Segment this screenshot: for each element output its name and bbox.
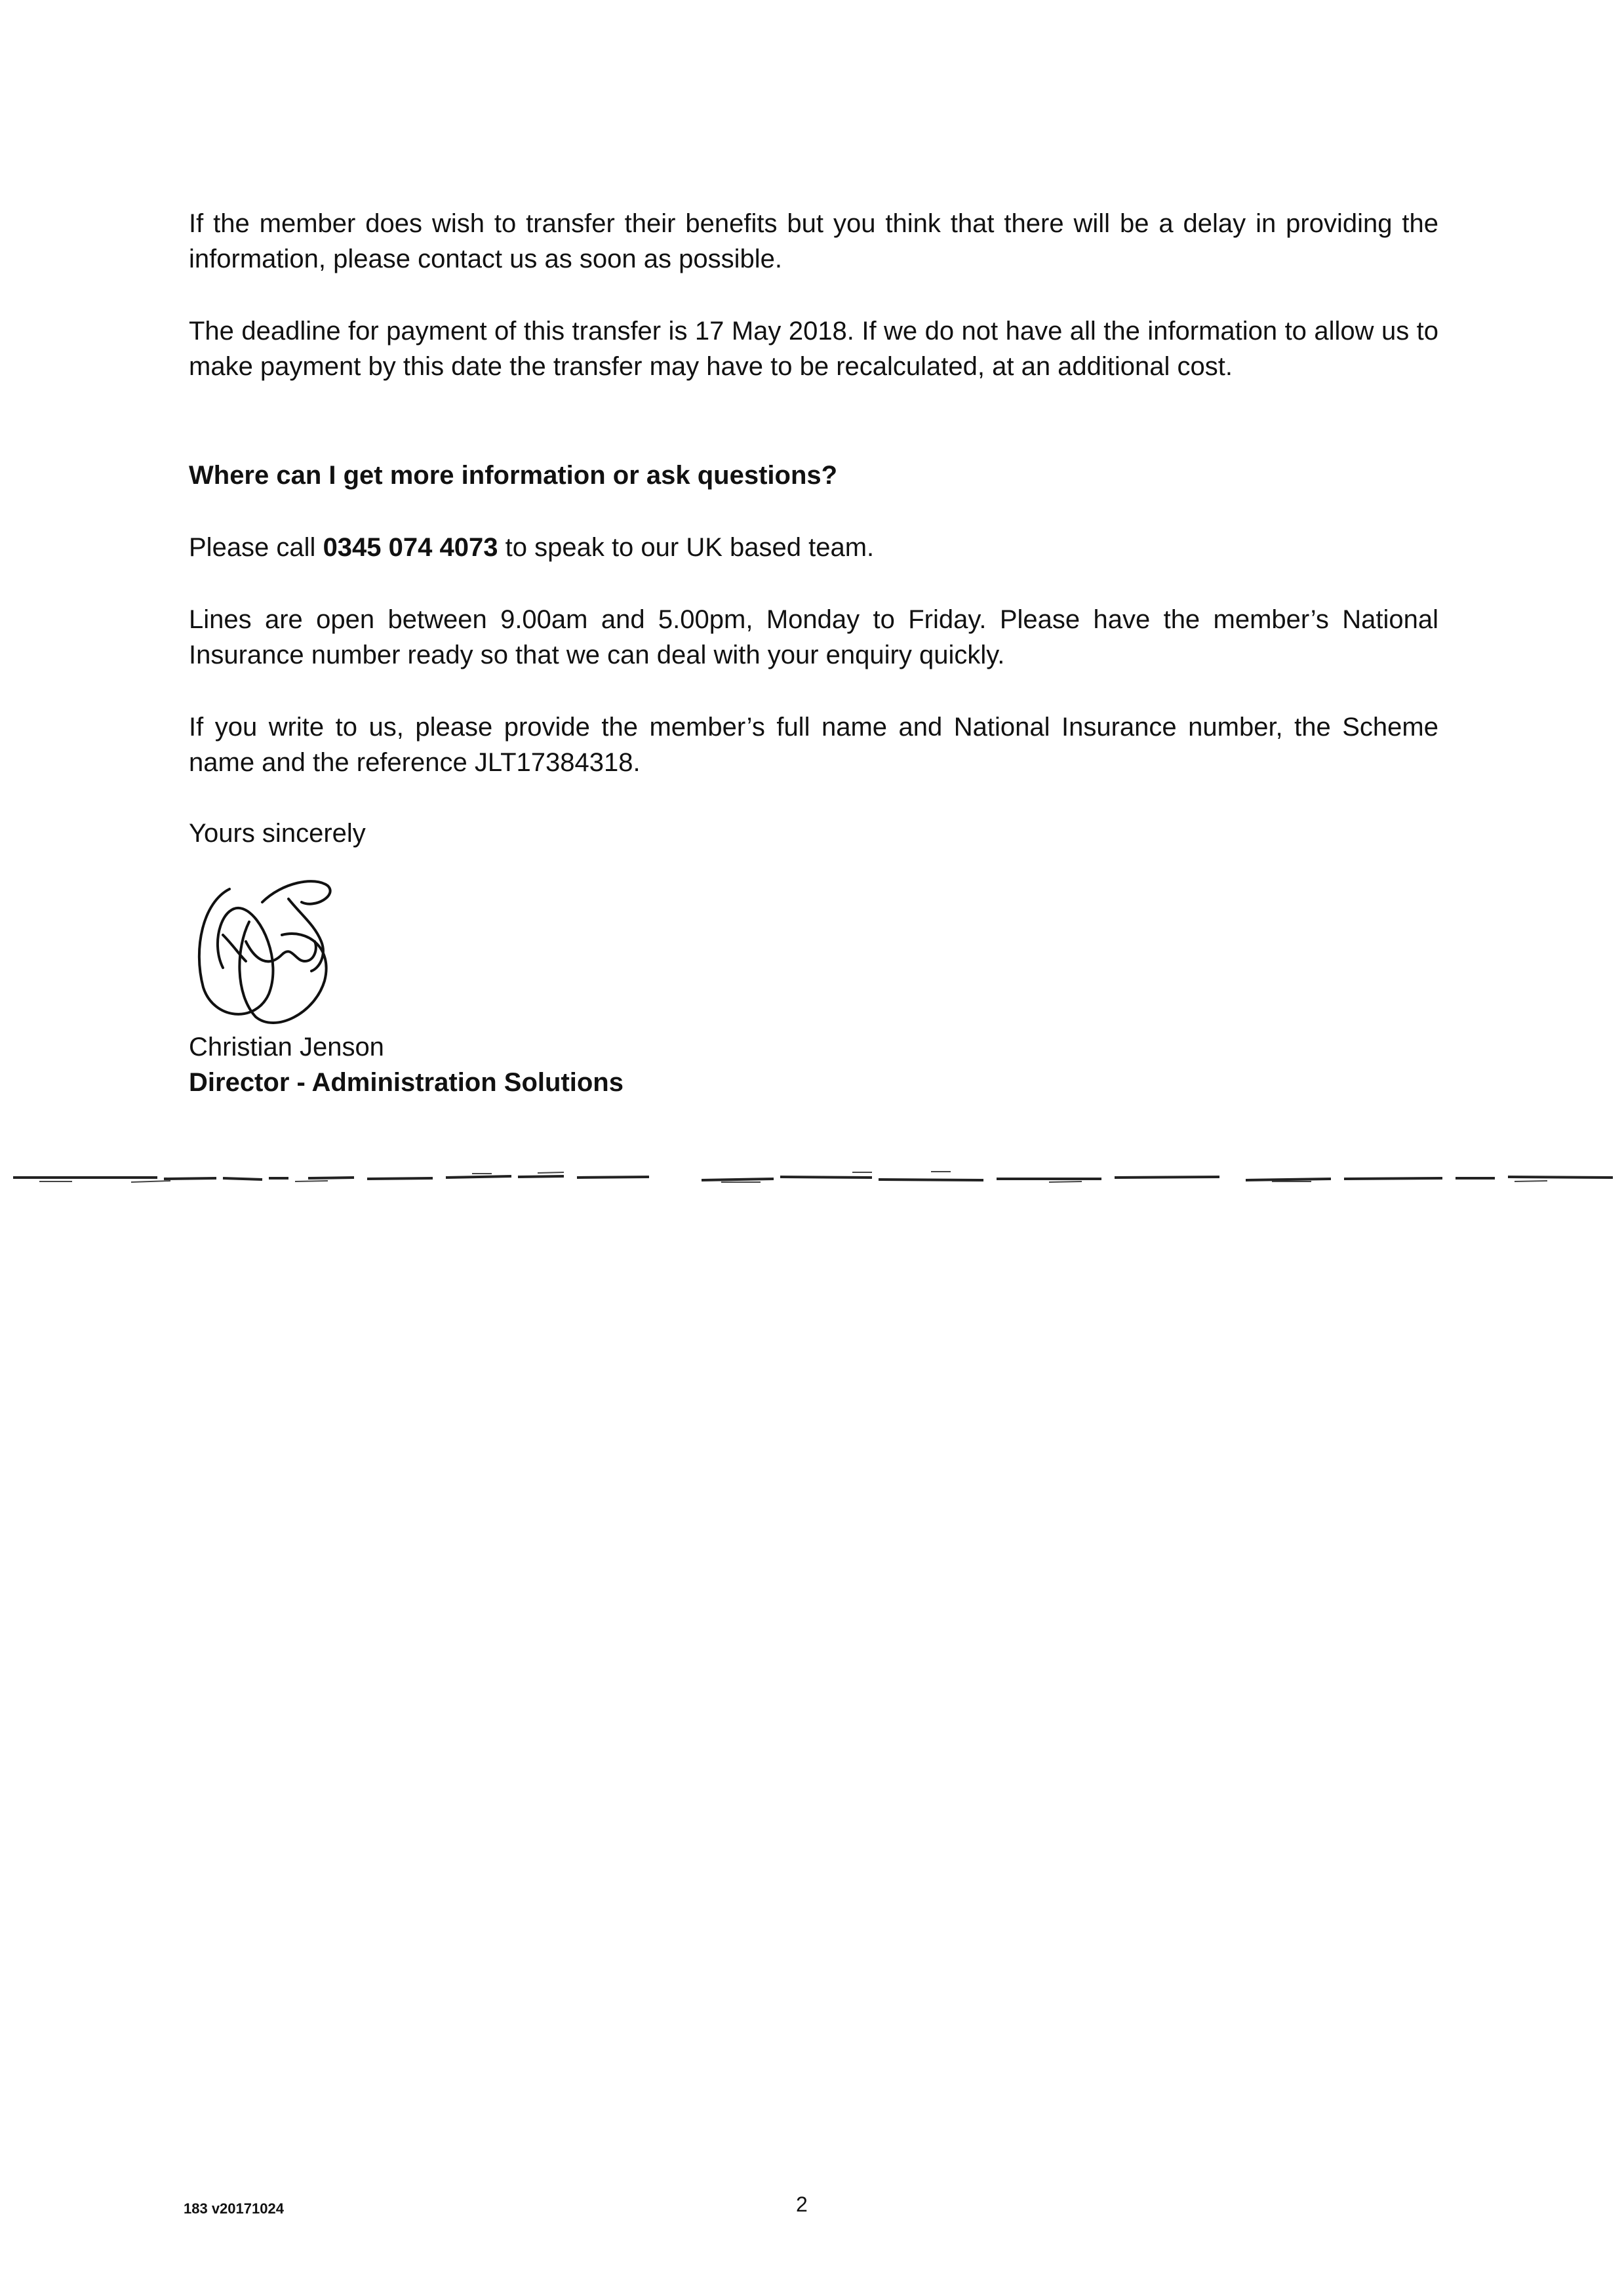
paragraph-call-us (189, 530, 1438, 565)
call-suffix-text: to speak to our UK based team. (498, 533, 875, 562)
paragraph-write-to-us: If you write to us, please provide the member’s full name and National Insurance number, the Scheme name and the reference JLT17384318. (189, 713, 1438, 777)
document-version-reference: 183 v20171024 (184, 2200, 284, 2217)
phone-number: 0345 074 4073 (323, 533, 498, 562)
section-heading: Where can I get more information or ask questions? (189, 461, 838, 490)
signatory-name: Christian Jenson (189, 1033, 384, 1061)
handwritten-signature (184, 863, 354, 1033)
closing-salutation: Yours sincerely (189, 819, 366, 848)
call-prefix-text: Please call (189, 533, 323, 562)
signatory-title: Director - Administration Solutions (189, 1068, 624, 1097)
scan-artifact-line (0, 1160, 1624, 1193)
paragraph-opening-hours: Lines are open between 9.00am and 5.00pm, Monday to Friday. Please have the member’s National Insurance number ready so that we can deal with your enquiry quickly. (189, 605, 1438, 669)
page-number: 2 (796, 2192, 808, 2216)
paragraph-transfer-delay: If the member does wish to transfer their benefits but you think that there will be a delay in providing the information, please contact us as soon as possible. (189, 209, 1438, 273)
paragraph-payment-deadline: The deadline for payment of this transfer is 17 May 2018. If we do not have all the information to allow us to make payment by this date the transfer may have to be recalculated, at an additional cost. (189, 317, 1438, 381)
